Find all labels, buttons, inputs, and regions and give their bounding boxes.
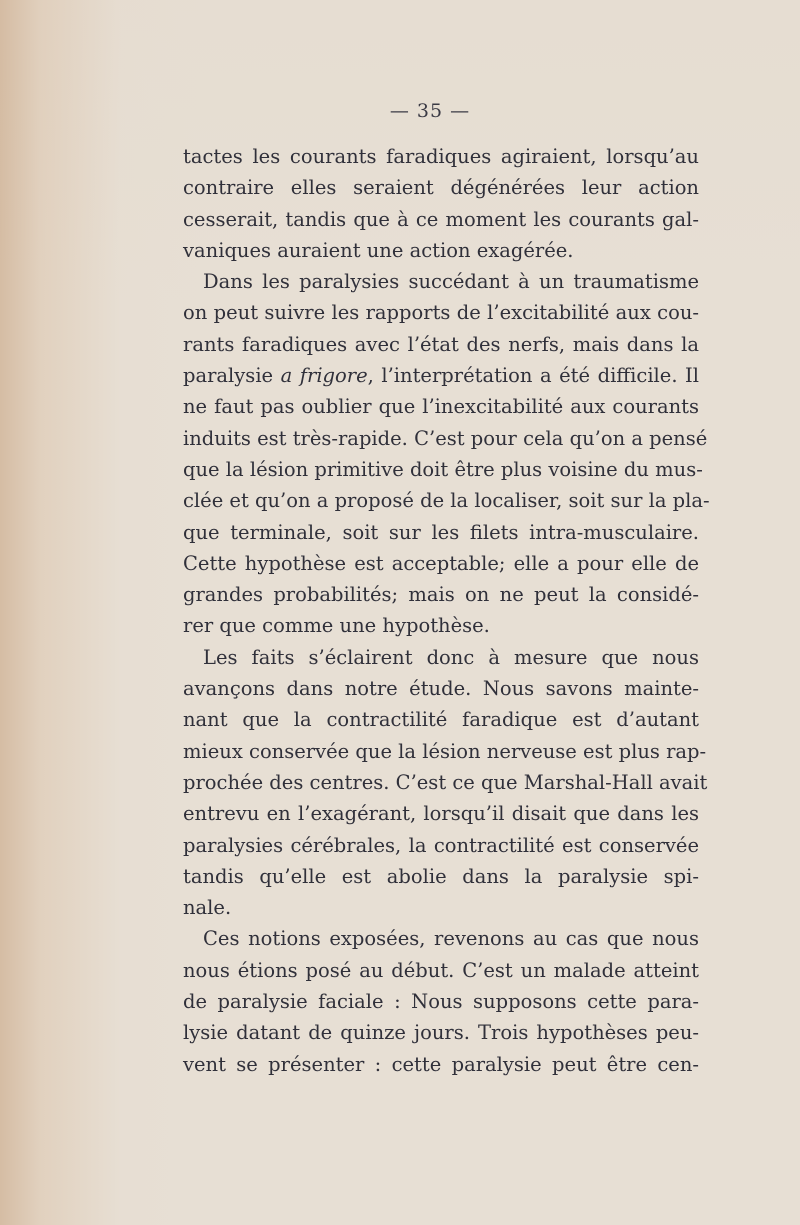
paragraph: [183, 266, 710, 642]
text-line: Les faits s’éclairent donc à mesure que nous: [203, 645, 699, 669]
text-line: vaniques auraient une action exagérée.: [183, 238, 574, 262]
text-line: entrevu en l’exagérant, lorsqu’il disait que dans les: [183, 802, 699, 826]
text-line: lysie datant de quinze jours. Trois hypothèses peu-: [183, 1021, 699, 1045]
text-line: nant que la contractilité faradique est d’autant: [183, 708, 699, 732]
text-line: mieux conservée que la lésion nerveuse est plus rap-: [183, 739, 707, 763]
paragraph: [183, 141, 699, 266]
paragraph: [183, 923, 699, 1079]
text-line: Dans les paralysies succédant à un traumatisme: [203, 270, 699, 294]
text-line-with-italic: paralysie a frigore, l’interprétation a été difficile. Il: [183, 364, 699, 388]
text-line: vent se présenter : cette paralysie peut être cen-: [183, 1052, 699, 1076]
text-line: nous étions posé au début. C’est un malade atteint: [183, 958, 699, 982]
text-line: Ces notions exposées, revenons au cas que nous: [203, 927, 699, 951]
text-line: avançons dans notre étude. Nous savons mainte-: [183, 677, 699, 701]
text-line: clée et qu’on a proposé de la localiser, soit sur la pla-: [183, 489, 710, 513]
text-line: tactes les courants faradiques agiraient, lorsqu’au: [183, 145, 699, 168]
text-line: on peut suivre les rapports de l’excitabilité aux cou-: [183, 301, 699, 325]
text-line: paralysies cérébrales, la contractilité est conservée: [183, 833, 699, 857]
text-line: que terminale, soit sur les filets intra-musculaire.: [183, 520, 699, 544]
text-line: ne faut pas oublier que l’inexcitabilité aux courants: [183, 395, 699, 419]
text-line: rants faradiques avec l’état des nerfs, mais dans la: [183, 332, 699, 356]
text-line: prochée des centres. C’est ce que Marshal-Hall avait: [183, 770, 708, 794]
text-line: contraire elles seraient dégénérées leur action: [183, 176, 699, 200]
text-line: induits est très-rapide. C’est pour cela qu’on a pensé: [183, 426, 708, 450]
text-line: Cette hypothèse est acceptable; elle a pour elle de: [183, 551, 699, 575]
body-text: [183, 141, 710, 1080]
text-line: que la lésion primitive doit être plus voisine du mus-: [183, 457, 703, 481]
paragraph: [183, 642, 708, 924]
text-line: nale.: [183, 896, 232, 920]
text-line: de paralysie faciale : Nous supposons cette para-: [183, 990, 699, 1014]
text-line: grandes probabilités; mais on ne peut la considé-: [183, 583, 699, 607]
text-line: tandis qu’elle est abolie dans la paralysie spi-: [183, 864, 699, 888]
page-number: — 35 —: [389, 100, 471, 122]
text-line: rer que comme une hypothèse.: [183, 614, 490, 638]
text-line: cesserait, tandis que à ce moment les courants gal-: [183, 207, 699, 231]
